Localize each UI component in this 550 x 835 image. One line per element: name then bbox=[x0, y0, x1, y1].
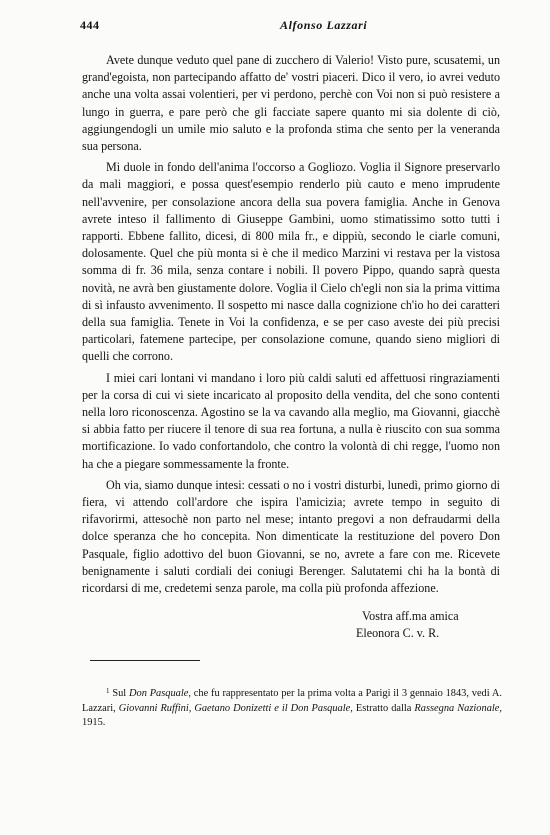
footnote-marker: 1 bbox=[106, 687, 110, 695]
footnote-title-3: Rassegna Nazionale, bbox=[414, 702, 502, 714]
page-number: 444 bbox=[80, 18, 100, 32]
footnote bbox=[82, 684, 502, 731]
paragraph-2: Mi duole in fondo dell'anima l'occorso a Gogliozo. Voglia il Signore preservarlo da mali maggiori, e possa quest'esempio renderlo più cauto e meno imprudente nell'avvenire, per consolazione ancora della sua povera famiglia. Anche in Genova avrete inteso il fallimento di Giuseppe Gambini, uomo stimatissimo sotto tutti i rapporti. Ebbene fallito, dicesi, di 800 mila fr., e dippiù, secondo le ciarle comuni, dolosamente. Quel che più monta si è che il medico Marzini vi restava per la vistosa somma di fr. 36 mila, senza contare i nobili. Il povero Pippo, quando saprà questa novità, ne avrà ben giustamente dolore. Voglia il Cielo ch'egli non sia la prima vittima di sì infausto avvenimento. Il sospetto mi nasce dalla cognizione ch'io ho dei caratteri della sua famiglia. Tenete in Voi la confidenza, e se per caso aveste dei più precisi particolari, fatemene partecipe, per consolazione comune, quando sieno migliori di quelli che corrono. bbox=[82, 160, 500, 364]
footnote-year: 1915. bbox=[82, 717, 106, 729]
running-header bbox=[80, 18, 490, 40]
footnote-text-2: che fu rappresentato per la prima volta a Parigi il 3 gennaio 1843, vedi A. Lazzari, bbox=[82, 688, 502, 714]
running-title: Alfonso Lazzari bbox=[280, 18, 368, 32]
signer-name: Eleonora C. v. R. bbox=[356, 626, 440, 641]
paragraph-4: Oh via, siamo dunque intesi: cessati o no i vostri disturbi, lunedì, primo giorno di fiera, vi attendo coll'ardore che ispira l'amicizia; avrete tempo in seguito di rifavorirmi, attesochè non parto nel mese; intanto pregovi a non defraudarmi della dolce speranza che ho concepita. Non dimenticate la restituzione del povero Don Pasquale, figlio adottivo del buon Giovanni, se no, avrete a fare con me. Ricevete benignamente i saluti cordiali dei coniugi Berenger. Salutatemi chi ha la bontà di ricordarsi di me, credetemi senza parole, ma colla più profonda affezione. bbox=[82, 477, 500, 596]
signature-block bbox=[356, 608, 459, 642]
footnote-title-2: Giovanni Ruffini, Gaetano Donizetti e il Don Pasquale, bbox=[118, 702, 353, 714]
footnote-rule bbox=[90, 660, 200, 661]
closing-line: Vostra aff.ma amica bbox=[362, 609, 459, 623]
footnote-text-3: Estratto dalla bbox=[355, 702, 412, 714]
paragraph-3: I miei cari lontani vi mandano i loro più caldi saluti ed affettuosi ringraziamenti per la corsa di cui vi siete incaricato al proposito della vendita, del che sono contenti nella loro riconoscenza. Agostino se la va cavando alla meglio, ma Giovanni, giacchè si abbia fatto per riucere il tenore di sua rea fortuna, a nulla è riuscito con sua somma mortificazione. Io vado confortandolo, che contro la volontà di chi regge, l'uomo non ha che a piegare sommessamente la fronte. bbox=[82, 370, 500, 471]
footnote-text-1: Sul bbox=[112, 688, 127, 699]
letter-body bbox=[82, 52, 500, 601]
footnote-title-1: Don Pasquale, bbox=[129, 688, 191, 699]
paragraph-1: Avete dunque veduto quel pane di zucchero di Valerio! Visto pure, scusatemi, un grand'egoista, non partecipando affatto de' vostri piaceri. Dico il vero, io avrei veduto anche una volta assai volentieri, per vi perdono, perchè con Voi non si può resistere a lungo in guerra, e pare però che gli facciate sapere quanto mi sia dolente di ciò, aggiungendogli un umile mio saluto e la profonda stima che sento per la veneranda sua persona. bbox=[82, 53, 500, 154]
